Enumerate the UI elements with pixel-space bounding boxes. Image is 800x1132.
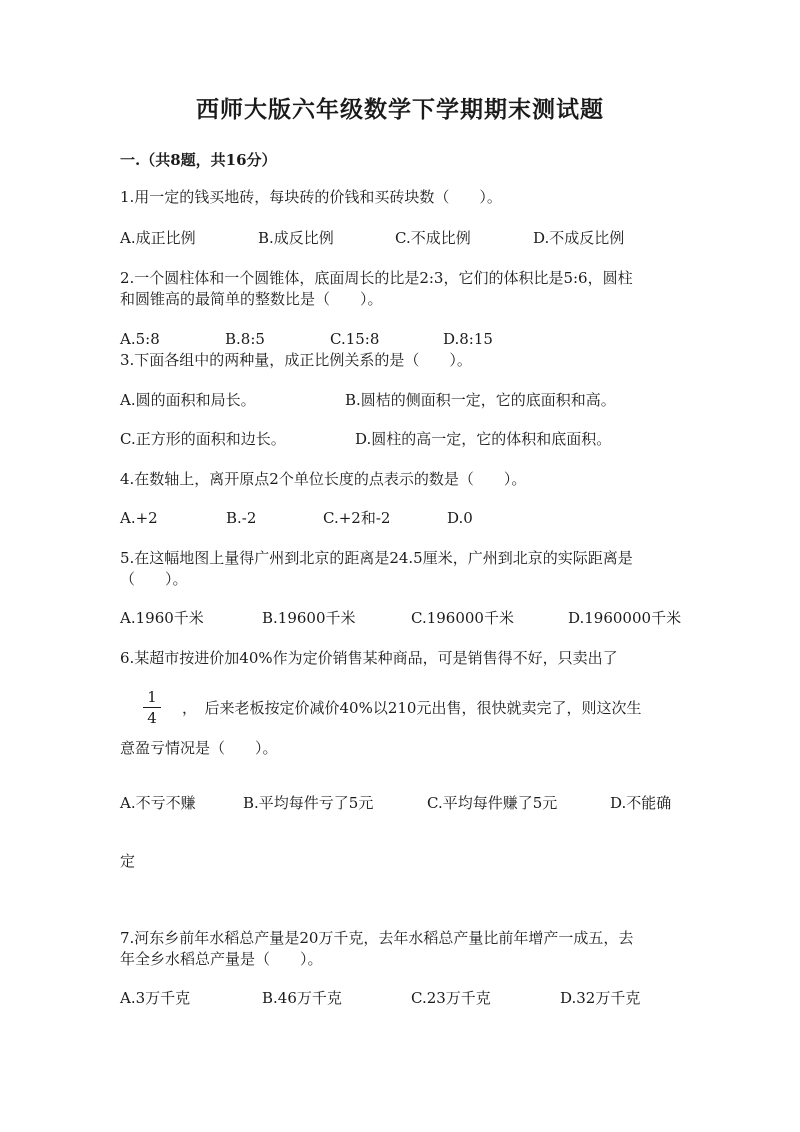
- question-2-option-a: A.5:8: [120, 330, 160, 348]
- question-7-option-b: B.46万千克: [262, 989, 342, 1007]
- question-5-option-d: D.1960000千米: [568, 609, 682, 627]
- question-3-stem: 3.下面各组中的两种量，成正比例关系的是（ ）。: [120, 351, 472, 369]
- question-6-stem-line-2: ， 后来老板按定价减价40%以210元出售，很快就卖完了，则这次生: [182, 699, 642, 717]
- section-heading: 一.（共8题，共16分）: [120, 151, 277, 169]
- question-2-stem-line-2: 和圆锥高的最简单的整数比是（ ）。: [120, 290, 383, 308]
- fraction-numerator: 1: [147, 688, 157, 706]
- question-6-option-c: C.平均每件赚了5元: [427, 794, 558, 812]
- question-1-stem: 1.用一定的钱买地砖，每块砖的价钱和买砖块数（ ）。: [120, 188, 502, 206]
- question-5-option-b: B.19600千米: [262, 609, 356, 627]
- question-3-option-c: C.正方形的面积和边长。: [120, 430, 286, 448]
- question-6-option-d: D.不能确: [610, 794, 672, 812]
- question-3-option-b: B.圆桔的侧面积一定，它的底面积和高。: [345, 391, 616, 409]
- question-4-option-d: D.0: [447, 509, 473, 527]
- question-7-option-a: A.3万千克: [120, 989, 191, 1007]
- question-3-option-d: D.圆柱的高一定，它的体积和底面积。: [355, 430, 612, 448]
- question-5-option-c: C.196000千米: [411, 609, 514, 627]
- question-3-option-a: A.圆的面积和局长。: [120, 391, 256, 409]
- question-6-stem-line-3: 意盈亏情况是（ ）。: [120, 739, 278, 757]
- question-4-option-a: A.+2: [120, 509, 158, 527]
- question-4-option-c: C.+2和-2: [323, 509, 391, 527]
- question-6-option-d-wrap: 定: [120, 852, 136, 870]
- question-6-stem-line-1: 6.某超市按进价加40%作为定价销售某种商品，可是销售得不好，只卖出了: [120, 649, 618, 667]
- question-6-option-a: A.不亏不赚: [120, 794, 196, 812]
- question-5-stem-line-2: （ ）。: [120, 570, 188, 588]
- question-2-option-d: D.8:15: [443, 330, 493, 348]
- page-title: 西师大版六年级数学下学期期末测试题: [196, 96, 604, 123]
- fraction-one-quarter: [142, 688, 162, 727]
- question-7-stem-line-2: 年全乡水稻总产量是（ ）。: [120, 950, 323, 968]
- question-4-option-b: B.-2: [226, 509, 257, 527]
- question-1-option-c: C.不成比例: [395, 229, 471, 247]
- question-2-stem-line-1: 2.一个圆柱体和一个圆锥体，底面周长的比是2:3，它们的体积比是5:6，圆柱: [120, 269, 633, 287]
- question-1-option-b: B.成反比例: [258, 229, 334, 247]
- question-1-option-d: D.不成反比例: [533, 229, 625, 247]
- question-5-stem-line-1: 5.在这幅地图上量得广州到北京的距离是24.5厘米，广州到北京的实际距离是: [120, 549, 633, 567]
- question-7-option-d: D.32万千克: [560, 989, 641, 1007]
- fraction-bar: [143, 707, 161, 708]
- question-1-option-a: A.成正比例: [120, 229, 196, 247]
- fraction-denominator: 4: [147, 709, 157, 727]
- question-2-option-c: C.15:8: [330, 330, 380, 348]
- question-2-option-b: B.8:5: [225, 330, 265, 348]
- question-4-stem: 4.在数轴上，离开原点2个单位长度的点表示的数是（ ）。: [120, 470, 527, 488]
- question-5-option-a: A.1960千米: [120, 609, 204, 627]
- question-6-option-b: B.平均每件亏了5元: [243, 794, 374, 812]
- question-7-option-c: C.23万千克: [411, 989, 491, 1007]
- question-7-stem-line-1: 7.河东乡前年水稻总产量是20万千克，去年水稻总产量比前年增产一成五，去: [120, 929, 634, 947]
